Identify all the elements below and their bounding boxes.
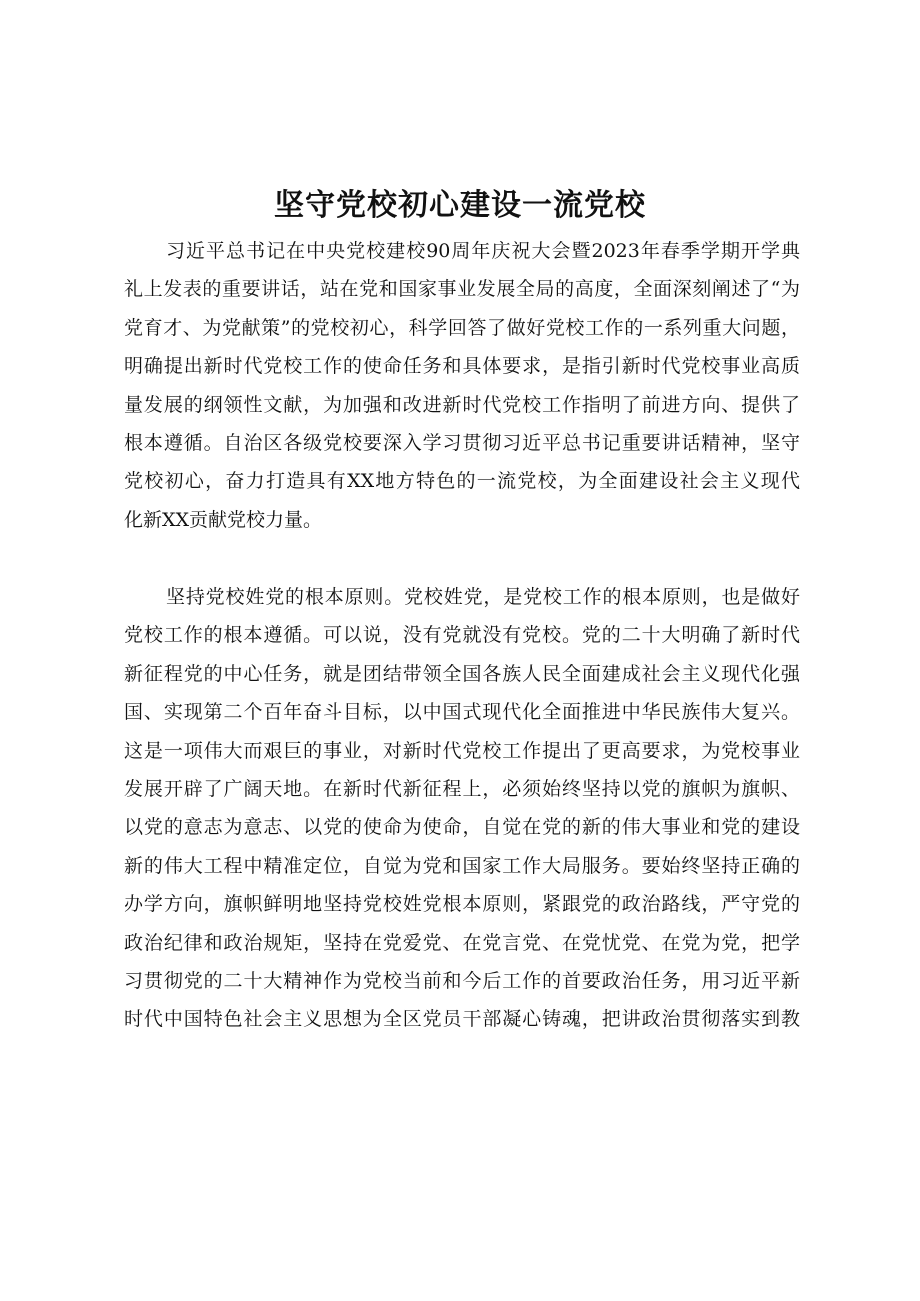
text-line: 量发展的纲领性文献，为加强和改进新时代党校工作指明了前进方向、提供了 [124,393,800,416]
text-line: 党育才、为党献策”的党校初心，科学回答了做好党校工作的一系列重大问题， [124,316,800,339]
text-line: 这是一项伟大而艰巨的事业，对新时代党校工作提出了更高要求，为党校事业 [124,739,800,762]
text-line: 新征程党的中心任务，就是团结带领全国各族人民全面建成社会主义现代化强 [124,662,800,685]
text-line: 以党的意志为意志、以党的使命为使命，自觉在党的新的伟大事业和党的建设 [124,816,800,839]
paragraph-2 [124,578,800,1039]
text-line: 明确提出新时代党校工作的使命任务和具体要求，是指引新时代党校事业高质 [124,355,800,378]
text-line: 礼上发表的重要讲话，站在党和国家事业发展全局的高度，全面深刻阐述了“为 [124,278,800,301]
text-line: 习近平总书记在中央党校建校90周年庆祝大会暨2023年春季学期开学典 [166,240,800,262]
text-line: 国、实现第二个百年奋斗目标，以中国式现代化全面推进中华民族伟大复兴。 [124,701,800,724]
text-line: 党校初心，奋力打造具有XX地方特色的一流党校，为全面建设社会主义现代 [124,470,800,493]
text-line: 坚持党校姓党的根本原则。党校姓党，是党校工作的根本原则，也是做好 [166,586,800,608]
text-line: 政治纪律和政治规矩，坚持在党爱党、在党言党、在党忧党、在党为党，把学 [124,931,800,954]
text-line: 时代中国特色社会主义思想为全区党员干部凝心铸魂，把讲政治贯彻落实到教 [124,1008,800,1031]
text-line: 办学方向，旗帜鲜明地坚持党校姓党根本原则，紧跟党的政治路线，严守党的 [124,893,800,916]
text-line: 习贯彻党的二十大精神作为党校当前和今后工作的首要政治任务，用习近平新 [124,970,800,993]
document-title: 坚守党校初心建设一流党校 [274,188,646,224]
text-line: 新的伟大工程中精准定位，自觉为党和国家工作大局服务。要始终坚持正确的 [124,854,800,877]
text-line: 党校工作的根本遵循。可以说，没有党就没有党校。党的二十大明确了新时代 [124,624,800,647]
text-line: 根本遵循。自治区各级党校要深入学习贯彻习近平总书记重要讲话精神，坚守 [124,432,800,455]
text-line: 发展开辟了广阔天地。在新时代新征程上，必须始终坚持以党的旗帜为旗帜、 [124,778,800,801]
text-line: 化新XX贡献党校力量。 [124,508,323,531]
paragraph-1 [124,232,800,539]
